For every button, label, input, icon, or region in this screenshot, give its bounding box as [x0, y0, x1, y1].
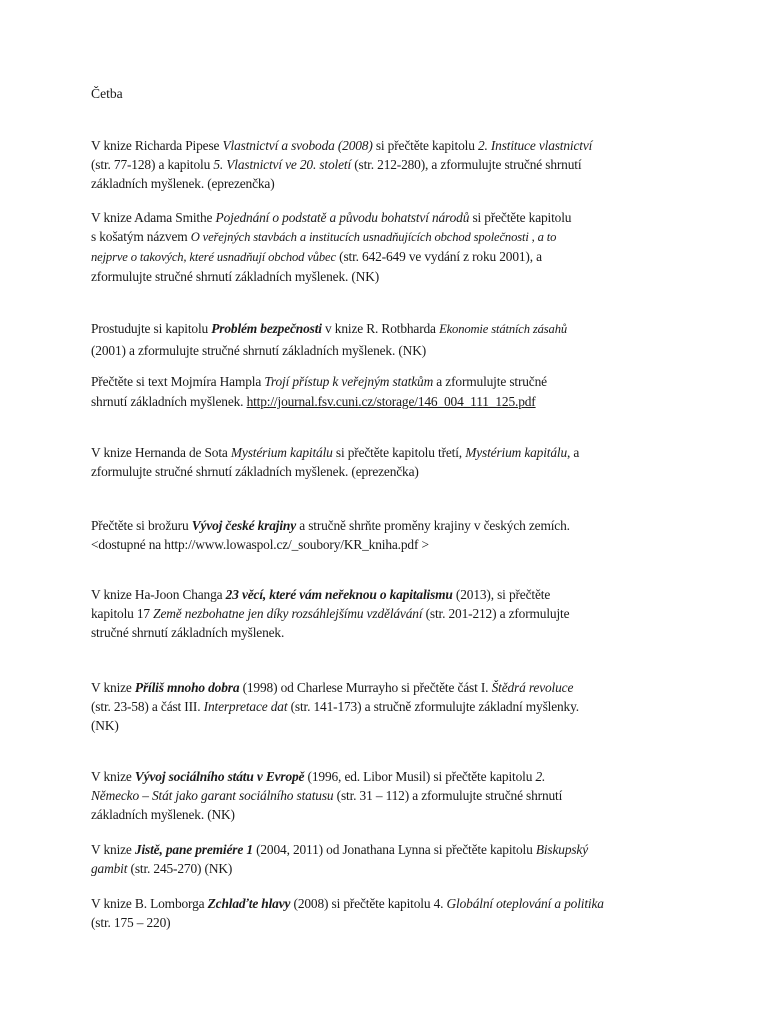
text: a zformulujte stručné [433, 374, 547, 389]
text: (str. 77-128) a kapitolu [91, 157, 214, 172]
chapter-title: Štědrá revoluce [491, 680, 574, 695]
text: , a [567, 445, 580, 460]
reading-item-musil [91, 767, 731, 824]
reading-item-lynn [91, 840, 731, 878]
chapter-title: 2. Instituce vlastnictví [477, 138, 593, 153]
chapter-title: 2. [535, 769, 546, 784]
book-title: Mystérium kapitálu [230, 445, 333, 460]
journal-link[interactable]: http://journal.fsv.cuni.cz/storage/146_004_111_125.pdf [246, 394, 536, 409]
chapter-title: Mystérium kapitálu [465, 445, 568, 460]
text: (str. 175 – 220) [91, 915, 171, 930]
text: (2013), si přečtěte [452, 587, 551, 602]
book-title: Zchlaďte hlavy [207, 896, 291, 911]
text: s košatým názvem [91, 229, 191, 244]
text: si přečtěte kapitolu třetí, [332, 445, 466, 460]
chapter-title: Globální oteplování a politika [446, 896, 604, 911]
text: shrnutí základních myšlenek. [91, 394, 247, 409]
chapter-title: nejprve o takových, které usnadňují obchod vůbec [91, 250, 336, 264]
book-title: Příliš mnoho dobra [134, 680, 240, 695]
book-title: Vlastnictví a svoboda (2008) [222, 138, 373, 153]
reading-item-pipes [91, 136, 731, 193]
chapter-title: Německo – Stát jako garant sociálního statusu [91, 788, 334, 803]
text: základních myšlenek. (NK) [91, 807, 235, 822]
text: (2001) a zformulujte stručné shrnutí základních myšlenek. (NK) [91, 343, 427, 358]
text: V knize [91, 680, 135, 695]
chapter-title: Země nezbohatne jen díky rozsáhlejšímu vzdělávání [153, 606, 423, 621]
text: a stručně shrňte proměny krajiny v českých zemích. [296, 518, 570, 533]
chapter-title: gambit [91, 861, 128, 876]
reading-item-smith [91, 208, 731, 286]
text: (1998) od Charlese Murrayho si přečtěte část I. [239, 680, 492, 695]
text: kapitolu 17 [91, 606, 154, 621]
text: V knize Ha-Joon Changa [91, 587, 226, 602]
text: v knize R. Rotbharda [321, 321, 440, 336]
text: zformulujte stručné shrnutí základních myšlenek. (NK) [91, 269, 380, 284]
text-title: Trojí přístup k veřejným statkům [264, 374, 434, 389]
text: (str. 245-270) (NK) [127, 861, 233, 876]
reading-item-murray [91, 678, 731, 735]
reading-item-rothbard [91, 318, 731, 361]
text: základních myšlenek. (eprezenčka) [91, 176, 275, 191]
book-title: Vývoj sociálního státu v Evropě [134, 769, 305, 784]
text: V knize Adama Smithe [91, 210, 216, 225]
text: (str. 642-649 ve vydání z roku 2001), a [335, 249, 542, 264]
text: (str. 23-58) a část III. [91, 699, 204, 714]
text: <dostupné na http://www.lowaspol.cz/_soubory/KR_kniha.pdf > [91, 537, 429, 552]
book-title: Vývoj české krajiny [191, 518, 296, 533]
text: Přečtěte si brožuru [91, 518, 192, 533]
text: si přečtěte kapitolu [372, 138, 478, 153]
text: si přečtěte kapitolu [469, 210, 572, 225]
chapter-title: 5. Vlastnictví ve 20. století [213, 157, 352, 172]
chapter-title: Biskupský [535, 842, 589, 857]
reading-item-de-soto [91, 443, 731, 481]
chapter-title: Problém bezpečnosti [211, 321, 322, 336]
text: (2008) si přečtěte kapitolu 4. [290, 896, 447, 911]
text: stručné shrnutí základních myšlenek. [91, 625, 285, 640]
text: V knize B. Lomborga [91, 896, 208, 911]
text: Prostudujte si kapitolu [91, 321, 212, 336]
book-title: Ekonomie státních zásahů [439, 322, 567, 336]
text: V knize [91, 769, 135, 784]
book-title: 23 věcí, které vám neřeknou o kapitalismu [225, 587, 453, 602]
text: zformulujte stručné shrnutí základních myšlenek. (eprezenčka) [91, 464, 419, 479]
chapter-title: Interpretace dat [203, 699, 288, 714]
reading-item-krajina [91, 516, 731, 554]
text: (1996, ed. Libor Musil) si přečtěte kapitolu [304, 769, 536, 784]
chapter-title: O veřejných stavbách a institucích usnadňujících obchod společnosti , a to [190, 230, 557, 244]
text: Přečtěte si text Mojmíra Hampla [91, 374, 265, 389]
text: (NK) [91, 718, 119, 733]
reading-item-hampl [91, 372, 731, 412]
text: (str. 31 – 112) a zformulujte stručné shrnutí [333, 788, 563, 803]
text: V knize Richarda Pipese [91, 138, 223, 153]
text: (str. 201-212) a zformulujte [422, 606, 570, 621]
text: (str. 141-173) a stručně zformulujte základní myšlenky. [287, 699, 579, 714]
page-title: Četba [91, 86, 123, 101]
book-title: Jistě, pane premiére 1 [134, 842, 253, 857]
book-title: Pojednání o podstatě a původu bohatství národů [215, 210, 470, 225]
text: V knize Hernanda de Sota [91, 445, 231, 460]
text: (2004, 2011) od Jonathana Lynna si přečtěte kapitolu [252, 842, 536, 857]
reading-item-chang [91, 585, 731, 642]
text: V knize [91, 842, 135, 857]
text: (str. 212-280), a zformulujte stručné shrnutí [351, 157, 582, 172]
reading-item-lomborg [91, 894, 731, 932]
